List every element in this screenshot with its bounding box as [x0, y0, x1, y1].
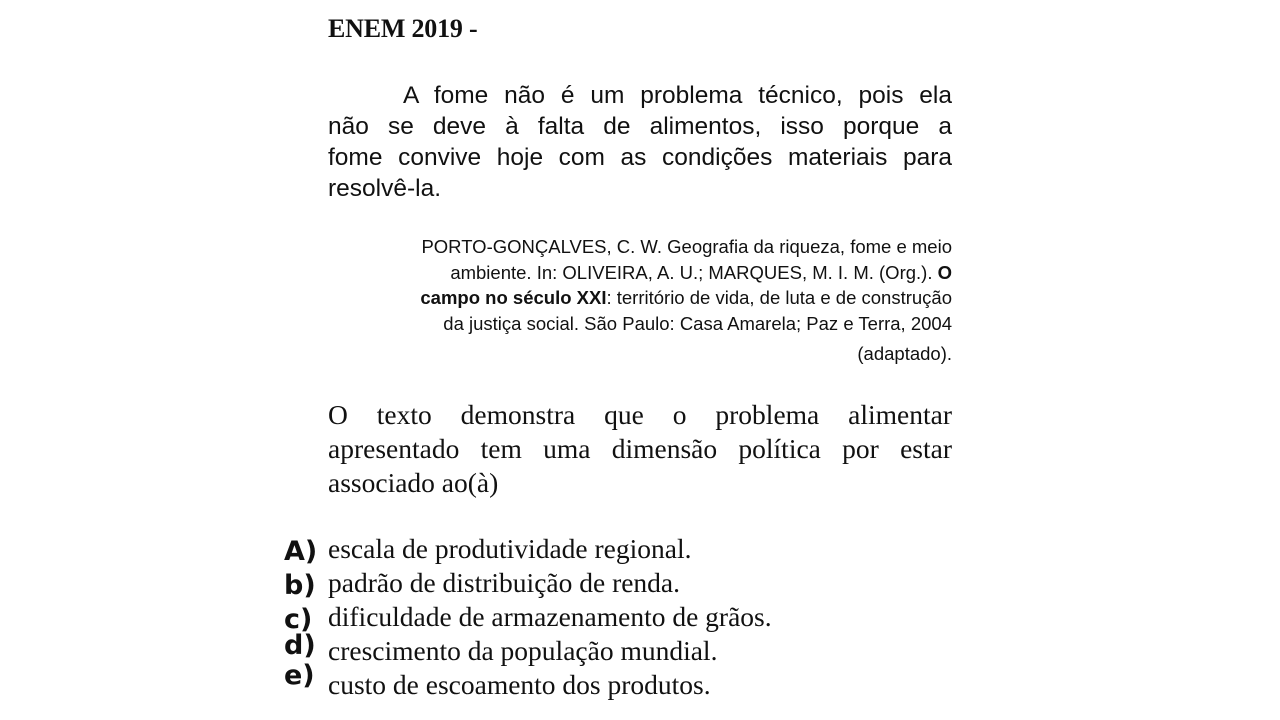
citation-text: ambiente. In: OLIVEIRA, A. U.; MARQUES, M. I. M. (Org.). [450, 261, 938, 283]
option-text[interactable]: custo de escoamento dos produtos. [328, 669, 711, 700]
answer-options [284, 532, 984, 702]
citation-line [328, 260, 952, 286]
answer-option-e[interactable] [284, 660, 984, 702]
option-text[interactable]: crescimento da população mundial. [328, 635, 718, 666]
question-stem [328, 398, 952, 500]
citation-adapted-note: (adaptado). [857, 343, 952, 364]
passage-line: fome convive hoje com as condições materiais para [328, 144, 952, 171]
citation-line [328, 285, 952, 311]
option-letter[interactable]: e) [284, 660, 315, 691]
option-letter[interactable]: A) [284, 536, 318, 567]
source-citation [328, 234, 952, 367]
citation-line: PORTO-GONÇALVES, C. W. Geografia da riqueza, fome e meio [421, 236, 952, 257]
passage-line: resolvê-la. [328, 175, 442, 202]
question-line: apresentado tem uma dimensão política por estar [328, 433, 952, 464]
option-text[interactable]: padrão de distribuição de renda. [328, 567, 681, 598]
question-line: O texto demonstra que o problema alimentar [328, 399, 952, 430]
citation-text: : território de vida, de luta e de construção [606, 287, 952, 308]
option-letter[interactable]: d) [284, 630, 316, 661]
question-line: associado ao(à) [328, 467, 499, 498]
passage-line: A fome não é um problema técnico, pois ela [403, 82, 952, 109]
passage-line: não se deve à falta de alimentos, isso porque a [328, 113, 952, 140]
answer-option-b[interactable] [284, 566, 984, 600]
answer-option-a[interactable] [284, 532, 984, 566]
reading-passage [328, 80, 952, 204]
citation-book-title: campo no século XXI [420, 287, 607, 308]
answer-option-c[interactable] [284, 600, 984, 634]
option-text[interactable]: escala de produtividade regional. [328, 533, 692, 564]
citation-book-title: O [937, 261, 952, 283]
option-text[interactable]: dificuldade de armazenamento de grãos. [328, 601, 772, 632]
answer-option-d[interactable] [284, 630, 984, 668]
option-letter[interactable]: c) [284, 604, 313, 635]
citation-line: da justiça social. São Paulo: Casa Amarela; Paz e Terra, 2004 [443, 312, 952, 334]
exam-title: ENEM 2019 - [328, 14, 478, 43]
option-letter[interactable]: b) [284, 570, 316, 601]
